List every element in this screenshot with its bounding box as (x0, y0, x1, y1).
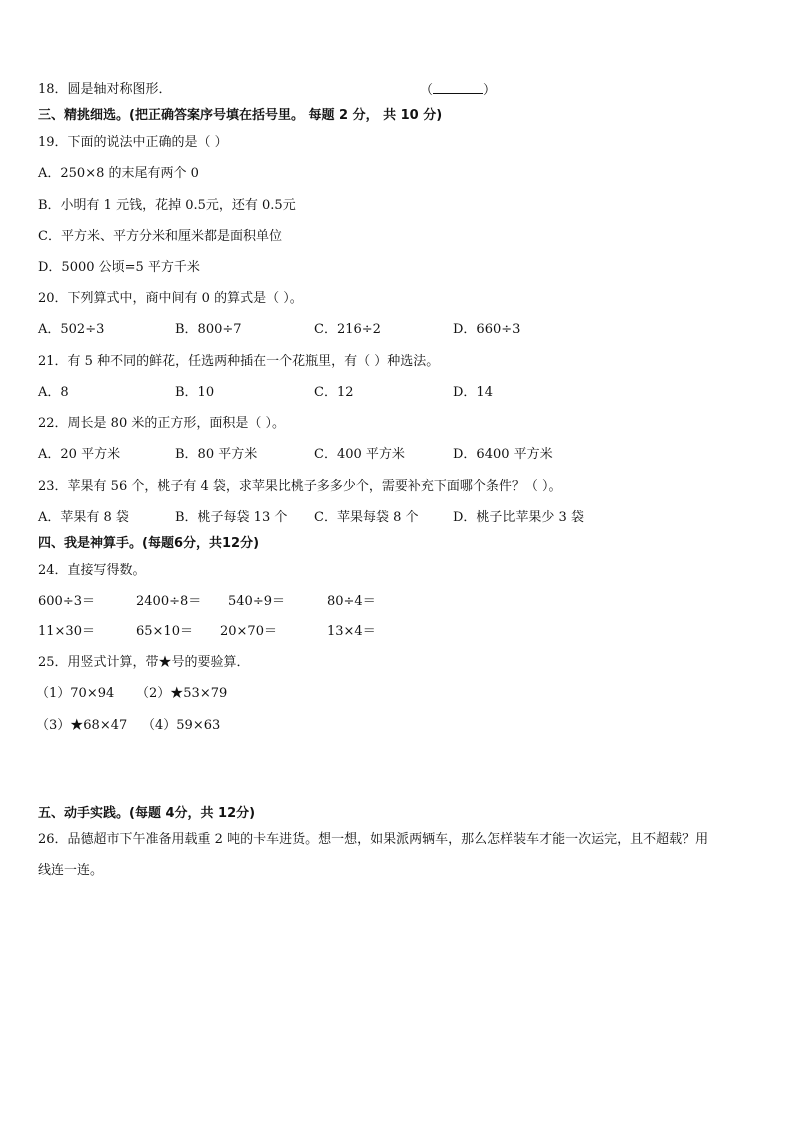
question-20-option-c: C．216÷2 (314, 322, 381, 337)
section-4-heading: 四、我是神算手。(每题6分，共12分) (38, 536, 260, 551)
question-22-option-d: D．6400 平方米 (453, 447, 553, 462)
question-19-option-b: B．小明有 1 元钱，花掉 0.5元，还有 0.5元 (38, 198, 296, 213)
question-26-line-1: 26．品德超市下午准备用载重 2 吨的卡车进货。想一想，如果派两辆车，那么怎样装车才能一次运完，且不超载？用 (38, 832, 709, 847)
question-21-option-b: B．10 (175, 385, 215, 400)
question-20-stem: 20．下列算式中，商中间有 0 的算式是（ ）。 (38, 291, 303, 306)
question-22-option-b: B．80 平方米 (175, 447, 258, 462)
question-21-option-d: D．14 (453, 385, 493, 400)
question-22-option-c: C．400 平方米 (314, 447, 405, 462)
question-20-option-b: B．800÷7 (175, 322, 242, 337)
question-19-option-a: A．250×8 的末尾有两个 0 (38, 166, 199, 181)
answer-blank-line (433, 81, 483, 94)
q24-problem-3: 540÷9＝ (228, 594, 285, 609)
section-3-heading: 三、精挑细选。(把正确答案序号填在括号里。 每题 2 分， 共 10 分) (38, 108, 443, 123)
question-21-stem: 21．有 5 种不同的鲜花，任选两种插在一个花瓶里，有（ ）种选法。 (38, 354, 440, 369)
question-22-stem: 22．周长是 80 米的正方形，面积是（ ）。 (38, 416, 285, 431)
q25-item-2: （2）★53×79 (136, 686, 228, 701)
question-18-text: 18．圆是轴对称图形． (38, 82, 172, 97)
q24-problem-2: 2400÷8＝ (136, 594, 202, 609)
question-26-line-2: 线连一连。 (38, 863, 104, 878)
question-20-option-d: D．660÷3 (453, 322, 521, 337)
question-24-stem: 24．直接写得数。 (38, 563, 146, 578)
question-19-option-c: C．平方米、平方分米和厘米都是面积单位 (38, 229, 282, 244)
q25-item-4: （4）59×63 (142, 718, 221, 733)
q25-item-3: （3）★68×47 (36, 718, 128, 733)
question-23-option-d: D．桃子比苹果少 3 袋 (453, 510, 584, 525)
q24-problem-1: 600÷3＝ (38, 594, 95, 609)
question-22-option-a: A．20 平方米 (38, 447, 121, 462)
question-18 (38, 81, 172, 99)
section-5-heading: 五、动手实践。(每题 4分，共 12分) (38, 806, 256, 821)
question-21-option-a: A．8 (38, 385, 69, 400)
question-20-option-a: A．502÷3 (38, 322, 105, 337)
q24-problem-6: 65×10＝ (136, 624, 193, 639)
question-25-stem: 25．用竖式计算，带★号的要验算． (38, 655, 250, 670)
question-23-option-c: C．苹果每袋 8 个 (314, 510, 419, 525)
question-23-stem: 23．苹果有 56 个，桃子有 4 袋，求苹果比桃子多多少个，需要补充下面哪个条件？（ ）。 (38, 479, 562, 494)
q24-problem-7: 20×70＝ (220, 624, 277, 639)
question-23-option-a: A．苹果有 8 袋 (38, 510, 129, 525)
q25-item-1: （1）70×94 (36, 686, 115, 701)
question-21-option-c: C．12 (314, 385, 354, 400)
q24-problem-8: 13×4＝ (327, 624, 376, 639)
question-19-option-d: D．5000 公顷=5 平方千米 (38, 260, 200, 275)
question-18-answer-blank[interactable]: （ ） (420, 83, 497, 98)
q24-problem-4: 80÷4＝ (327, 594, 376, 609)
question-23-option-b: B．桃子每袋 13 个 (175, 510, 288, 525)
q24-problem-5: 11×30＝ (38, 624, 95, 639)
question-19-stem: 19．下面的说法中正确的是（ ） (38, 135, 228, 150)
